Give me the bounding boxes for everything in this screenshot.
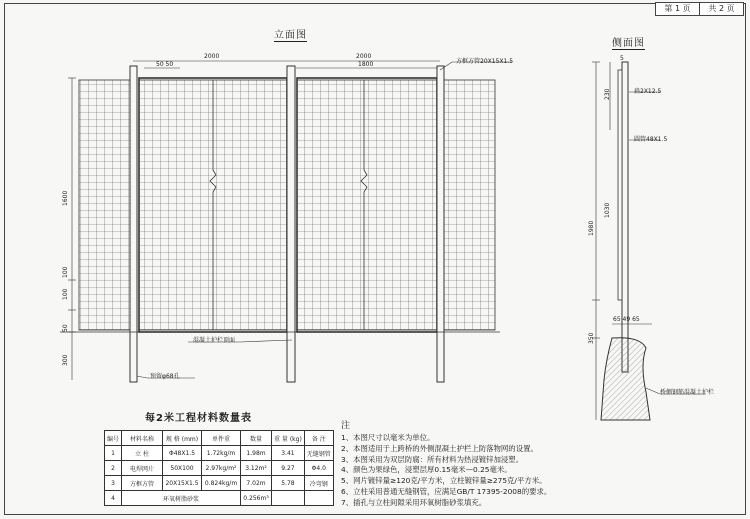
side-view-drawing <box>592 62 706 420</box>
post-2 <box>287 66 295 382</box>
table-header-cell: 备 注 <box>304 431 333 446</box>
dim-left: 50 50 <box>156 61 174 68</box>
page-total: 共 2 页 <box>699 3 743 15</box>
table-cell: 5.78 <box>272 476 305 491</box>
note-line: 6、立柱采用普通无缝钢管，应满足GB/T 17395-2008的要求。 <box>341 486 552 496</box>
table-cell: 方框方管 <box>122 476 163 491</box>
side-dim-1030: 1030 <box>604 202 611 218</box>
front-view-drawing <box>60 61 512 382</box>
table-cell: 1 <box>105 446 122 461</box>
side-dim-1980: 1980 <box>588 220 595 236</box>
table-cell: 0.824kg/m <box>202 476 241 491</box>
table-cell: 7.02m <box>241 476 272 491</box>
post-3 <box>437 66 444 382</box>
table-cell: 2.97kg/m² <box>202 461 241 476</box>
note-line: 7、插孔与立柱间隙采用环氧树脂砂浆填充。 <box>341 497 487 507</box>
note-line: 1、本图尺寸以毫米为单位。 <box>341 433 435 442</box>
table-cell: Φ48X1.5 <box>163 446 202 461</box>
table-cell: 20X15X1.5 <box>163 476 202 491</box>
side-dim-top-a: 5 <box>620 55 624 62</box>
post-1 <box>130 66 137 382</box>
label-guardrail-top: 混凝土护栏顶面 <box>193 337 236 344</box>
table-header-cell: 重 量 (kg) <box>272 431 305 446</box>
table-cell: 3.12m² <box>241 461 272 476</box>
table-cell: 1.98m <box>241 446 272 461</box>
table-cell <box>304 491 333 506</box>
table-header-cell: 规 格 (mm) <box>163 431 202 446</box>
table-row <box>105 491 334 506</box>
table-cell: 立 柱 <box>122 446 163 461</box>
front-view-title: 立面图 <box>274 26 307 42</box>
dim-span-1: 2000 <box>204 53 220 60</box>
table-cell <box>272 491 305 506</box>
note-line: 5、网片镀锌量≥120克/平方米，立柱镀锌量≥275克/平方米。 <box>341 476 547 486</box>
table-header-cell: 材料名称 <box>122 431 163 446</box>
label-round-pipe: 圆管48X1.5 <box>634 136 668 143</box>
table-cell: 电焊网片 <box>122 461 163 476</box>
table-cell: 4 <box>105 491 122 506</box>
page-current: 第 1 页 <box>664 4 691 13</box>
dim-100: 100 <box>62 288 69 300</box>
table-cell: 2 <box>105 461 122 476</box>
note-line: 4、颜色为果绿色，浸塑层厚0.15毫米—0.25毫米。 <box>341 465 512 475</box>
table-row <box>105 461 334 476</box>
dim-300: 300 <box>62 354 69 366</box>
dim-span-2: 2000 <box>356 53 372 60</box>
dim-panel: 1800 <box>358 61 374 68</box>
dim-100b: 100 <box>62 266 69 278</box>
label-flat-bar: 扁2X12.5 <box>634 88 662 95</box>
material-table-title: 每2米工程材料数量表 <box>145 413 252 424</box>
label-top-tube: 方框方管20X15X1.5 <box>456 58 514 65</box>
mesh-panel-2 <box>297 80 437 330</box>
table-header-cell: 编号 <box>105 431 122 446</box>
table-cell: 9.27 <box>272 461 305 476</box>
side-dim-230: 230 <box>604 88 611 100</box>
label-bridge-guardrail: 桥侧钢筋混凝土护栏 <box>660 389 715 396</box>
side-dim-350: 350 <box>588 332 595 344</box>
table-cell: 3 <box>105 476 122 491</box>
material-table <box>104 430 334 506</box>
table-row <box>105 446 334 461</box>
dim-50: 50 <box>62 324 69 332</box>
notes-heading: 注 <box>341 421 351 431</box>
table-cell: 环氧树脂砂浆 <box>122 491 241 506</box>
note-line: 3、本图采用为双层防腐：所有材料为热浸镀锌加浸塑。 <box>341 454 524 464</box>
table-cell: 0.256m³ <box>241 491 272 506</box>
table-cell: 3.41 <box>272 446 305 461</box>
table-cell: 冷弯钢 <box>304 476 333 491</box>
mesh-panel-left-outer <box>79 80 137 330</box>
side-dim-bottom: 65 49 65 <box>613 316 640 323</box>
note-line: 2、本图适用于上跨桥的外侧混凝土护栏上防落物网的设置。 <box>341 443 538 453</box>
table-cell: 1.72kg/m <box>202 446 241 461</box>
table-cell: 无缝钢管 <box>304 446 333 461</box>
dim-height: 1600 <box>62 190 69 206</box>
side-flat-bar <box>618 70 622 300</box>
table-row <box>105 476 334 491</box>
guardrail-section <box>601 338 650 420</box>
table-cell: 50X100 <box>163 461 202 476</box>
label-reserved-hole: 预留φ68孔 <box>150 373 180 380</box>
mesh-panel-right-outer <box>443 80 495 330</box>
side-post <box>622 62 628 372</box>
table-header-cell: 数量 <box>241 431 272 446</box>
table-cell: Φ4.0 <box>304 461 333 476</box>
side-view-title: 侧面图 <box>612 34 645 50</box>
notes-block <box>341 418 681 509</box>
table-header-cell: 单件重 <box>202 431 241 446</box>
table-header-row <box>105 431 334 446</box>
